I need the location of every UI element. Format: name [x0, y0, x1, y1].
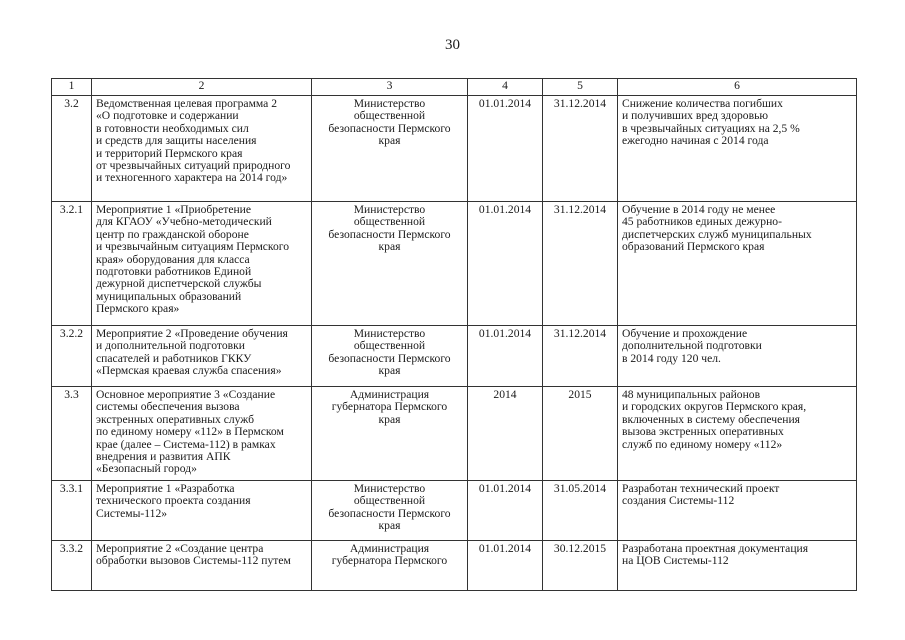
end-date: 2015	[543, 387, 618, 481]
table-row	[52, 387, 857, 481]
page-number: 30	[445, 37, 460, 53]
expected-result: Снижение количества погибших и получивших вред здоровью в чрезвычайных ситуациях на 2,5 % ежегодно начиная с 2014 года	[618, 96, 857, 202]
table-row	[52, 326, 857, 387]
expected-result: 48 муниципальных районов и городских округов Пермского края, включенных в систему обеспечения вызова экстренных оперативных служб по единому номеру «112»	[618, 387, 857, 481]
expected-result: Обучение и прохождение дополнительной подготовки в 2014 году 120 чел.	[618, 326, 857, 387]
column-header-2: 2	[92, 79, 312, 96]
start-date: 2014	[468, 387, 543, 481]
row-number: 3.2	[52, 96, 92, 202]
expected-result: Разработана проектная документация на ЦОВ Системы-112	[618, 541, 857, 591]
responsible-executor: Министерство общественной безопасности Пермского края	[312, 96, 468, 202]
activity-name: Ведомственная целевая программа 2 «О подготовке и содержании в готовности необходимых сил и средств для защиты населения и территорий Пермского края от чрезвычайных ситуаций природного и техногенного характера на 2014 год»	[92, 96, 312, 202]
activity-name: Мероприятие 2 «Создание центра обработки вызовов Системы-112 путем	[92, 541, 312, 591]
table-header-row	[52, 79, 857, 96]
row-number: 3.3.2	[52, 541, 92, 591]
row-number: 3.3.1	[52, 481, 92, 541]
start-date: 01.01.2014	[468, 541, 543, 591]
end-date: 30.12.2015	[543, 541, 618, 591]
table-row	[52, 96, 857, 202]
column-header-6: 6	[618, 79, 857, 96]
expected-result: Разработан технический проект создания Системы-112	[618, 481, 857, 541]
table-row	[52, 481, 857, 541]
end-date: 31.05.2014	[543, 481, 618, 541]
responsible-executor: Министерство общественной безопасности Пермского края	[312, 202, 468, 326]
column-header-1: 1	[52, 79, 92, 96]
expected-result: Обучение в 2014 году не менее 45 работников единых дежурно- диспетчерских служб муниципальных образований Пермского края	[618, 202, 857, 326]
activity-name: Основное мероприятие 3 «Создание системы обеспечения вызова экстренных оперативных служб по единому номеру «112» в Пермском крае (далее – Система-112) в рамках внедрения и развития АПК «Безопасный город»	[92, 387, 312, 481]
responsible-executor: Администрация губернатора Пермского края	[312, 387, 468, 481]
end-date: 31.12.2014	[543, 202, 618, 326]
row-number: 3.2.2	[52, 326, 92, 387]
column-header-3: 3	[312, 79, 468, 96]
column-header-5: 5	[543, 79, 618, 96]
activity-name: Мероприятие 1 «Разработка технического проекта создания Системы-112»	[92, 481, 312, 541]
program-activities-table	[51, 78, 857, 591]
start-date: 01.01.2014	[468, 326, 543, 387]
table-row	[52, 541, 857, 591]
start-date: 01.01.2014	[468, 481, 543, 541]
column-header-4: 4	[468, 79, 543, 96]
responsible-executor: Министерство общественной безопасности Пермского края	[312, 326, 468, 387]
end-date: 31.12.2014	[543, 96, 618, 202]
activity-name: Мероприятие 2 «Проведение обучения и дополнительной подготовки спасателей и работников ГККУ «Пермская краевая служба спасения»	[92, 326, 312, 387]
activity-name: Мероприятие 1 «Приобретение для КГАОУ «Учебно-методический центр по гражданской обороне и чрезвычайным ситуациям Пермского края» оборудования для класса подготовки работников Единой дежурной диспетчерской службы муниципальных образований Пермского края»	[92, 202, 312, 326]
start-date: 01.01.2014	[468, 202, 543, 326]
responsible-executor: Администрация губернатора Пермского	[312, 541, 468, 591]
start-date: 01.01.2014	[468, 96, 543, 202]
row-number: 3.3	[52, 387, 92, 481]
table-row	[52, 202, 857, 326]
row-number: 3.2.1	[52, 202, 92, 326]
end-date: 31.12.2014	[543, 326, 618, 387]
responsible-executor: Министерство общественной безопасности Пермского края	[312, 481, 468, 541]
